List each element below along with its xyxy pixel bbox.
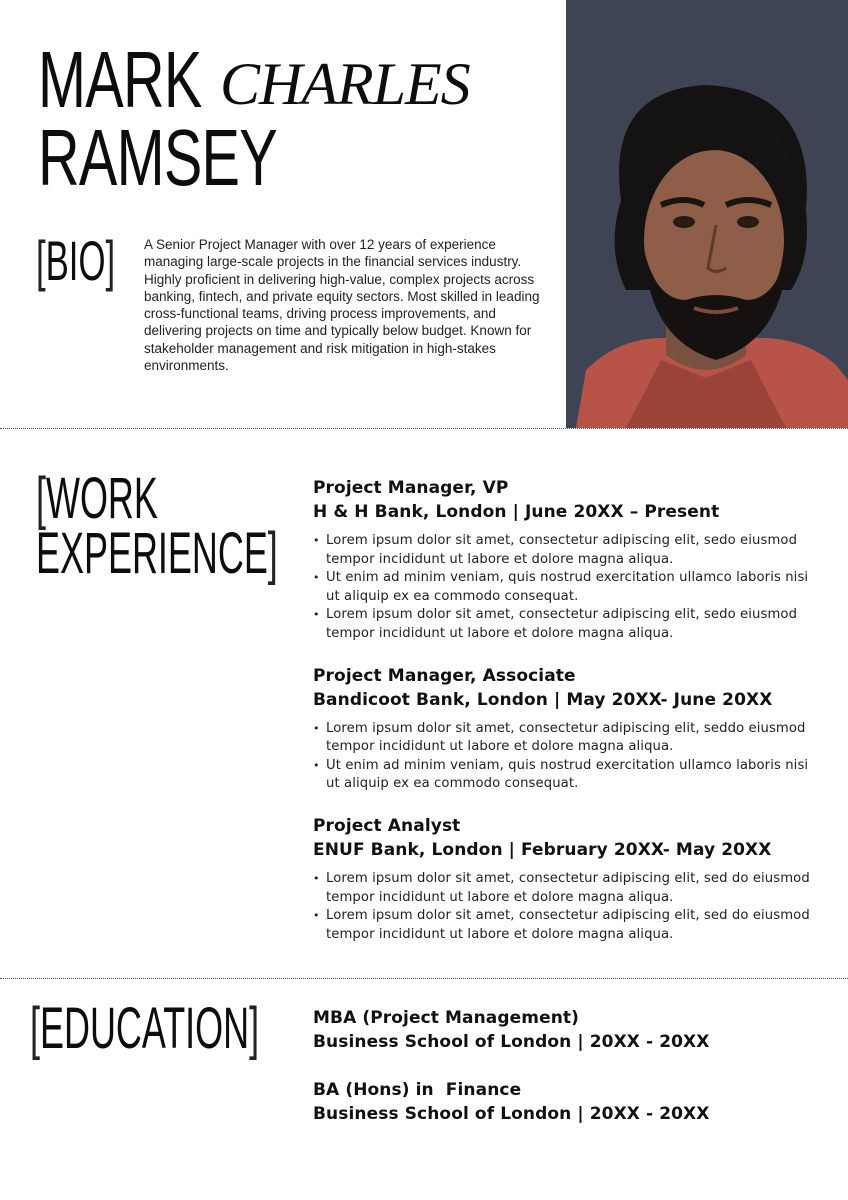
bio-heading-text: BIO bbox=[45, 229, 106, 292]
education-bracket-close: ] bbox=[249, 996, 260, 1061]
job-bullet: • Ut enim ad minim veniam, quis nostrud exercitation ullamco laboris nisi ut aliquip ex ea commodo consequat. bbox=[313, 569, 813, 606]
education-heading-text: EDUCATION bbox=[39, 996, 250, 1061]
bio-text: A Senior Project Manager with over 12 years of experience managing large-scale projects in the financial services industry. Highly proficient in delivering high-value, complex projects across banking, fintech, and private equity sectors. Most skilled in leading cross-functional teams, driving process improvements, and delivering projects on time and typically below budget. Known for stakeholder management and risk mitigation in high-stakes environments. bbox=[144, 237, 540, 374]
job-bullet: • Ut enim ad minim veniam, quis nostrud exercitation ullamco laboris nisi ut aliquip ex ea commodo consequat. bbox=[313, 757, 813, 794]
first-name: MARK bbox=[38, 35, 202, 124]
job-title: Project Manager, Associate bbox=[313, 665, 576, 686]
degree-title: MBA (Project Management) bbox=[313, 1008, 580, 1028]
education-entry bbox=[313, 1078, 813, 1126]
work-bracket-close: ] bbox=[267, 521, 278, 586]
job-bullet: • Lorem ipsum dolor sit amet, consectetur adipiscing elit, seddo eiusmod tempor incididunt ut labore et dolore magna aliqua. bbox=[313, 720, 813, 757]
last-name: RAMSEY bbox=[38, 113, 277, 202]
section-divider bbox=[0, 428, 848, 429]
work-heading-line1: WORK bbox=[45, 466, 158, 531]
job-bullet: • Lorem ipsum dolor sit amet, consectetur adipiscing elit, sedo eiusmod tempor incididunt ut labore et dolore magna aliqua. bbox=[313, 606, 813, 643]
job-list bbox=[313, 476, 813, 956]
job-bullets bbox=[313, 720, 813, 794]
portrait-illustration bbox=[566, 0, 848, 428]
work-bracket-open: [ bbox=[36, 466, 46, 531]
job-title: Project Manager, VP bbox=[313, 478, 509, 498]
school-name: Business School of London | 20XX - 20XX bbox=[313, 1104, 710, 1124]
education-entry bbox=[313, 1006, 813, 1054]
job-employer: Bandicoot Bank, London | May 20XX- June 20XX bbox=[313, 689, 773, 710]
section-divider bbox=[0, 978, 848, 979]
job-title: Project Analyst bbox=[313, 815, 461, 836]
work-experience-heading bbox=[36, 466, 278, 586]
bio-heading bbox=[36, 229, 116, 292]
school-name: Business School of London | 20XX - 20XX bbox=[313, 1032, 710, 1052]
portrait-photo bbox=[566, 0, 848, 428]
education-heading bbox=[30, 996, 260, 1061]
education-list bbox=[313, 1006, 813, 1150]
job-entry bbox=[313, 664, 813, 794]
work-heading-line2: EXPERIENCE bbox=[36, 521, 268, 586]
degree-title: BA (Hons) in Finance bbox=[313, 1080, 522, 1100]
education-bracket-open: [ bbox=[30, 996, 40, 1061]
job-entry bbox=[313, 476, 813, 644]
middle-name: CHARLES bbox=[220, 51, 470, 117]
bio-bracket-open: [ bbox=[36, 229, 46, 292]
job-bullet: • Lorem ipsum dolor sit amet, consectetur adipiscing elit, sed do eiusmod tempor incididunt ut labore et dolore magna aliqua. bbox=[313, 907, 813, 944]
bio-bracket-close: ] bbox=[105, 229, 116, 292]
job-bullets bbox=[313, 532, 813, 644]
job-bullet: • Lorem ipsum dolor sit amet, consectetur adipiscing elit, sed do eiusmod tempor incididunt ut labore et dolore magna aliqua. bbox=[313, 870, 813, 907]
job-entry bbox=[313, 814, 813, 944]
job-bullet: • Lorem ipsum dolor sit amet, consectetur adipiscing elit, sedo eiusmod tempor incididunt ut labore et dolore magna aliqua. bbox=[313, 532, 813, 569]
job-employer: ENUF Bank, London | February 20XX- May 20XX bbox=[313, 839, 772, 860]
job-employer: H & H Bank, London | June 20XX – Present bbox=[313, 502, 720, 522]
job-bullets bbox=[313, 870, 813, 944]
